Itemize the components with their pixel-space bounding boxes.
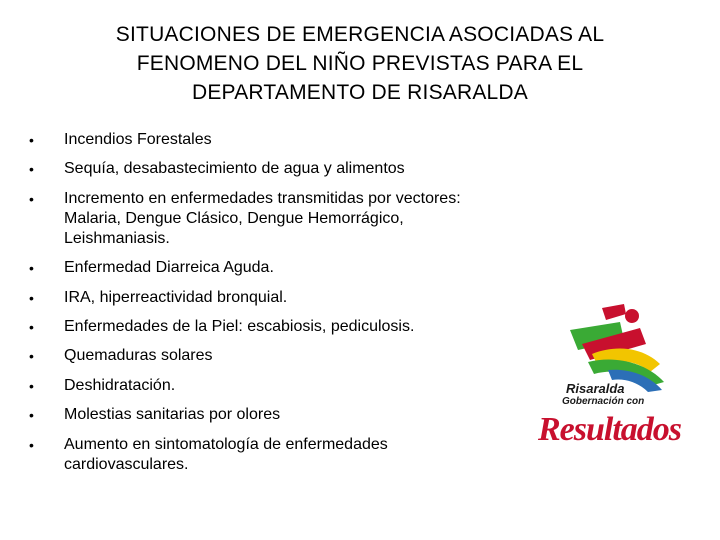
title-line-3: DEPARTAMENTO DE RISARALDA [191, 81, 529, 104]
bullet-icon: • [29, 161, 34, 178]
bullet-icon: • [29, 436, 34, 453]
gobernacion-logo [532, 300, 692, 450]
risaralda-emblem-icon [532, 300, 692, 450]
list-item [26, 405, 506, 425]
bullet-icon: • [29, 289, 34, 306]
title-line-1: SITUACIONES DE EMERGENCIA ASOCIADAS AL [115, 23, 605, 46]
bullet-icon: • [29, 260, 34, 277]
list-item [26, 288, 506, 308]
list-item-text: Incremento en enfermedades transmitidas por vectores: Malaria, Dengue Clásico, Dengue Hemorrágico, Leishmaniasis. [64, 189, 461, 247]
bullet-list [26, 130, 506, 484]
list-item [26, 258, 506, 278]
title-line-2: FENOMENO DEL NIÑO PREVISTAS PARA EL [136, 52, 584, 75]
list-item-text: Molestias sanitarias por olores [64, 406, 281, 424]
bullet-icon: • [29, 377, 34, 394]
bullet-icon: • [29, 407, 34, 424]
list-item-text: Aumento en sintomatología de enfermedades cardiovasculares. [64, 435, 388, 473]
list-item-text: Deshidratación. [64, 376, 176, 394]
logo-line-2: Gobernación con [562, 396, 645, 407]
bullet-icon: • [29, 132, 34, 148]
list-item-text: Enfermedades de la Piel: escabiosis, pediculosis. [64, 317, 415, 335]
list-item-text: Incendios Forestales [64, 131, 212, 148]
logo-line-3: Resultados [538, 411, 682, 448]
bullet-icon: • [29, 318, 34, 335]
list-item [26, 130, 506, 150]
list-item [26, 189, 506, 249]
logo-line-1: Risaralda [566, 381, 625, 396]
list-item-text: Sequía, desabastecimiento de agua y alimentos [64, 160, 405, 178]
list-item [26, 435, 506, 475]
bullet-icon: • [29, 190, 34, 207]
slide-title [40, 20, 680, 107]
list-item [26, 317, 506, 337]
list-item-text: IRA, hiperreactividad bronquial. [64, 288, 288, 306]
list-item [26, 376, 506, 396]
list-item-text: Enfermedad Diarreica Aguda. [64, 259, 274, 277]
list-item-text: Quemaduras solares [64, 347, 213, 365]
list-item [26, 346, 506, 366]
list-item [26, 159, 506, 179]
bullet-icon: • [29, 348, 34, 365]
